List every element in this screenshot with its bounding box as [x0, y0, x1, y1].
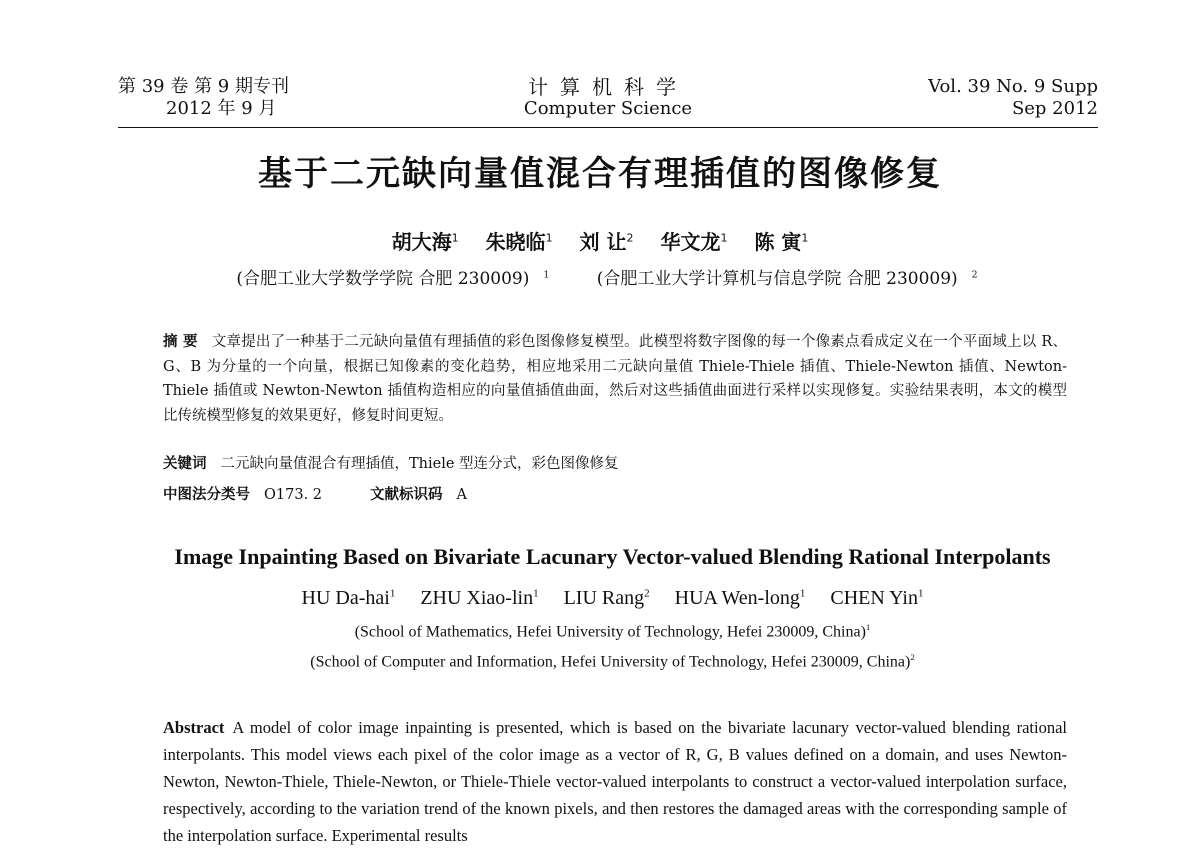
- abstract-en-text: A model of color image inpainting is presented, which is based on the bivariate lacunary vector-valued blending rational interpolants. This model views each pixel of the color image as a vector of R, G, B values defined on a domain, and uses Newton-Newton, Newton-Thiele, Thiele-Newton, or Thiele-Thiele vector-valued interpolants to construct a vector-valued interpolation surface, respectively, according to the variation trend of the known pixels, and then restores the damaged areas with the corresponding sample of the interpolation surface. Experimental results: [163, 718, 1067, 845]
- abstract-cn-text: 文章提出了一种基于二元缺向量值有理插值的彩色图像修复模型。此模型将数字图像的每一个像素点看成定义在一个平面域上以 R、G、B 为分量的一个向量，根据已知像素的变化趋势，相应地采用二元缺向量值 Thiele-Thiele 插值、Thiele-Newton 插值、Newton-Thiele 插值或 Newton-Newton 插值构造相应的向量值插值曲面，然后对这些插值曲面进行采样以实现修复。实验结果表明，本文的模型比传统模型修复的效果更好，修复时间更短。: [163, 334, 1067, 424]
- journal-name-cn: 计算机科学: [528, 75, 688, 99]
- doc-code-label: 文献标识码: [370, 487, 443, 503]
- journal-header: [118, 76, 1098, 128]
- affiliation-cn-1: (合肥工业大学数学学院 合肥 230009) $^1$: [236, 269, 550, 289]
- doc-code-value: A: [456, 487, 467, 503]
- abstract-cn-label: 摘 要: [163, 334, 198, 350]
- authors-cn: [0, 226, 1200, 255]
- author-cn: 陈 寅$^1$: [754, 230, 809, 254]
- abstract-en-label: Abstract: [163, 718, 225, 737]
- classification-line: [163, 483, 467, 504]
- clc-label: 中图法分类号: [163, 487, 250, 503]
- header-issue-info: [928, 76, 1098, 120]
- header-date-cn: 2012 年 9 月: [166, 98, 277, 119]
- author-cn: 刘 让$^2$: [579, 230, 634, 254]
- affiliation-cn-2: (合肥工业大学计算机与信息学院 合肥 230009) $^2$: [596, 269, 978, 289]
- author-en: CHEN Yin$^1$: [830, 587, 924, 609]
- paper-title-en: Image Inpainting Based on Bivariate Lacunary Vector-valued Blending Rational Interpolants: [174, 544, 1051, 569]
- clc-value: O173. 2: [264, 487, 323, 503]
- affiliation-en-1: (School of Mathematics, Hefei University of Technology, Hefei 230009, China)$^1$: [354, 622, 871, 641]
- author-en: HUA Wen-long$^1$: [674, 587, 806, 609]
- keywords-cn-text: 二元缺向量值混合有理插值，Thiele 型连分式，彩色图像修复: [220, 456, 619, 472]
- header-vol-en: Vol. 39 No. 9 Supp: [928, 76, 1098, 97]
- abstract-cn: [163, 330, 1067, 428]
- journal-name-en: Computer Science: [523, 98, 693, 119]
- paper-title-cn: 基于二元缺向量值混合有理插值的图像修复: [258, 154, 942, 194]
- author-en: ZHU Xiao-lin$^1$: [420, 587, 539, 609]
- author-en: LIU Rang$^2$: [563, 587, 650, 609]
- authors-en: [0, 587, 1200, 610]
- affiliation-en-2: (School of Computer and Information, Hefei University of Technology, Hefei 230009, China)$^2$: [310, 652, 915, 671]
- keywords-cn-label: 关键词: [163, 456, 207, 472]
- author-cn: 胡大海$^1$: [391, 230, 459, 254]
- author-en: HU Da-hai$^1$: [301, 587, 396, 609]
- header-volume: 第 39 卷 第 9 期专刊: [118, 76, 289, 97]
- author-cn: 华文龙$^1$: [660, 230, 728, 254]
- header-rule: [118, 127, 1098, 128]
- abstract-en: [163, 714, 1067, 849]
- affiliations-cn: [0, 264, 1200, 289]
- author-cn: 朱晓临$^1$: [485, 230, 553, 254]
- keywords-cn: [163, 452, 619, 473]
- header-date-en: Sep 2012: [1011, 98, 1098, 119]
